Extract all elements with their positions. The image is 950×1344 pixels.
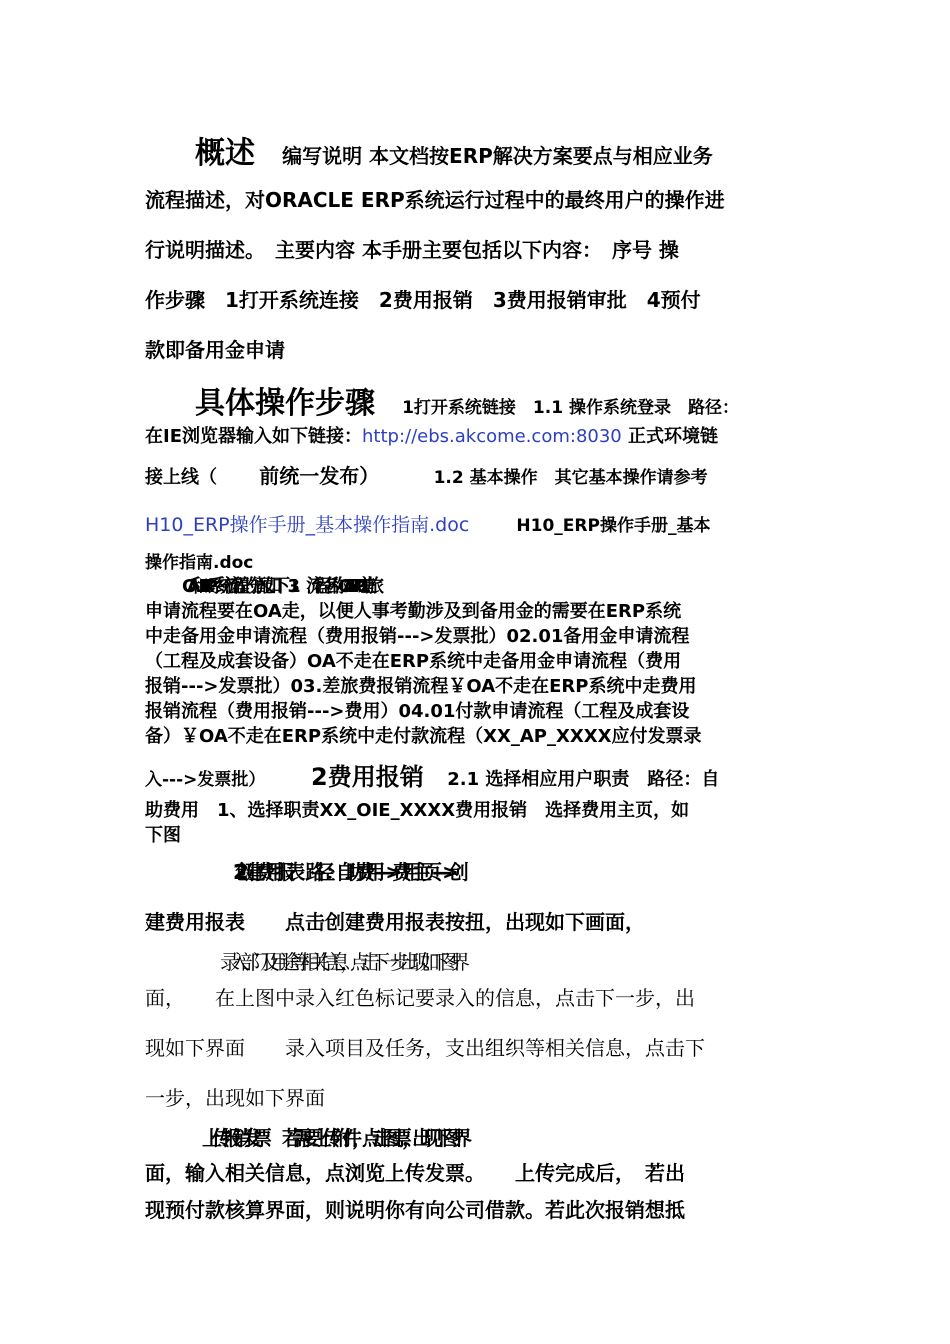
manual-doc-text: H10_ERP操作手册_基本 <box>516 516 711 536</box>
steps-line-13 <box>145 757 810 792</box>
steps-heading: 具体操作步骤 <box>195 386 375 421</box>
steps-line-11: 报销流程（费用报销--->费用）04.01付款申请流程（工程及成套设 <box>145 701 690 722</box>
create-report-line-2: 建费用报表 点击创建费用报表按扭，出现如下画面， <box>145 910 645 934</box>
overview-line-3: 行说明描述。 主要内容 本手册主要包括以下内容： 序号 操 <box>145 238 679 262</box>
steps-line-5: 操作指南.doc <box>145 553 254 573</box>
upload-line-3: 现预付款核算界面，则说明你有向公司借款。若此次报销想抵 <box>145 1198 685 1222</box>
overview-line-2: 流程描述，对ORACLE ERP系统运行过程中的最终用户的操作进 <box>145 188 725 212</box>
input-info-line-1: 录入部门及用途等相关信息，点击下一步出现如下图界 <box>220 950 460 974</box>
steps-line-1 <box>145 378 810 422</box>
steps-line-3 <box>145 460 810 489</box>
overview-line-4: 作步骤 1打开系统连接 2费用报销 3费用报销审批 4预付 <box>145 288 701 312</box>
steps-line-2 <box>145 422 810 448</box>
steps-line-8: 中走备用金申请流程（费用报销--->发票批）02.01备用金申请流程 <box>145 626 690 647</box>
steps-line-10: 报销--->发票批）03.差旅费报销流程￥OA不走在ERP系统中走费用 <box>145 676 697 697</box>
steps-line-6: OA和ERP系统流程的分配如下 1.3 流程名称OAERP01.差旅 <box>182 576 374 597</box>
steps-line-9: （工程及成套设备）OA不走在ERP系统中走备用金申请流程（费用 <box>145 651 682 672</box>
steps-text: 1打开系统链接 1.1 操作系统登录 路径： <box>402 398 739 418</box>
overview-line-5: 款即备用金申请 <box>145 338 285 362</box>
upload-line-2: 面，输入相关信息，点浏览上传发票。 上传完成后， 若出 <box>145 1161 685 1185</box>
input-info-line-2: 面， 在上图中录入红色标记要录入的信息，点击下一步，出 <box>145 986 695 1010</box>
steps-text-b: 前统一发布） <box>259 464 380 488</box>
steps-line-15: 下图 <box>145 825 181 846</box>
overview-line-1 <box>145 128 810 172</box>
steps-url-suffix: 正式环境链 <box>628 426 719 447</box>
upload-line-1: 上传报销发票 若需要上传附件，点击图票，出现下图界 <box>202 1126 462 1150</box>
steps-text-a: 接上线（ <box>145 467 217 488</box>
erp-url-link[interactable]: http://ebs.akcome.com:8030 <box>362 426 622 447</box>
steps-line-7: 申请流程要在OA走，以便人事考勤涉及到备用金的需要在ERP系统 <box>145 601 682 622</box>
steps-text-13a: 入--->发票批） <box>145 770 266 790</box>
steps-line-4 <box>145 510 810 537</box>
overview-text: 编写说明 本文档按ERP解决方案要点与相应业务 <box>282 144 713 168</box>
steps-text-c: 1.2 基本操作 其它基本操作请参考 <box>433 468 708 488</box>
input-info-line-4: 一步，出现如下界面 <box>145 1086 325 1110</box>
steps-url-prefix: 在IE浏览器输入如下链接： <box>145 426 362 447</box>
steps-line-12: 备）￥OA不走在ERP系统中走付款流程（XX_AP_XXXX应付发票录 <box>145 726 702 747</box>
overview-heading: 概述 <box>195 136 255 171</box>
manual-doc-link[interactable]: H10_ERP操作手册_基本操作指南.doc <box>145 514 470 536</box>
create-report-line-1: 2.2 创建费用报表 路径：自助费用—>费用主页—>创 <box>233 860 459 884</box>
expense-heading: 2费用报销 <box>311 763 424 791</box>
steps-text-13c: 2.1 选择相应用户职责 路径：自 <box>447 769 720 790</box>
input-info-line-3: 现如下界面 录入项目及任务，支出组织等相关信息，点击下 <box>145 1036 705 1060</box>
steps-line-14: 助费用 1、选择职责XX_OIE_XXXX费用报销 选择费用主页，如 <box>145 800 690 821</box>
